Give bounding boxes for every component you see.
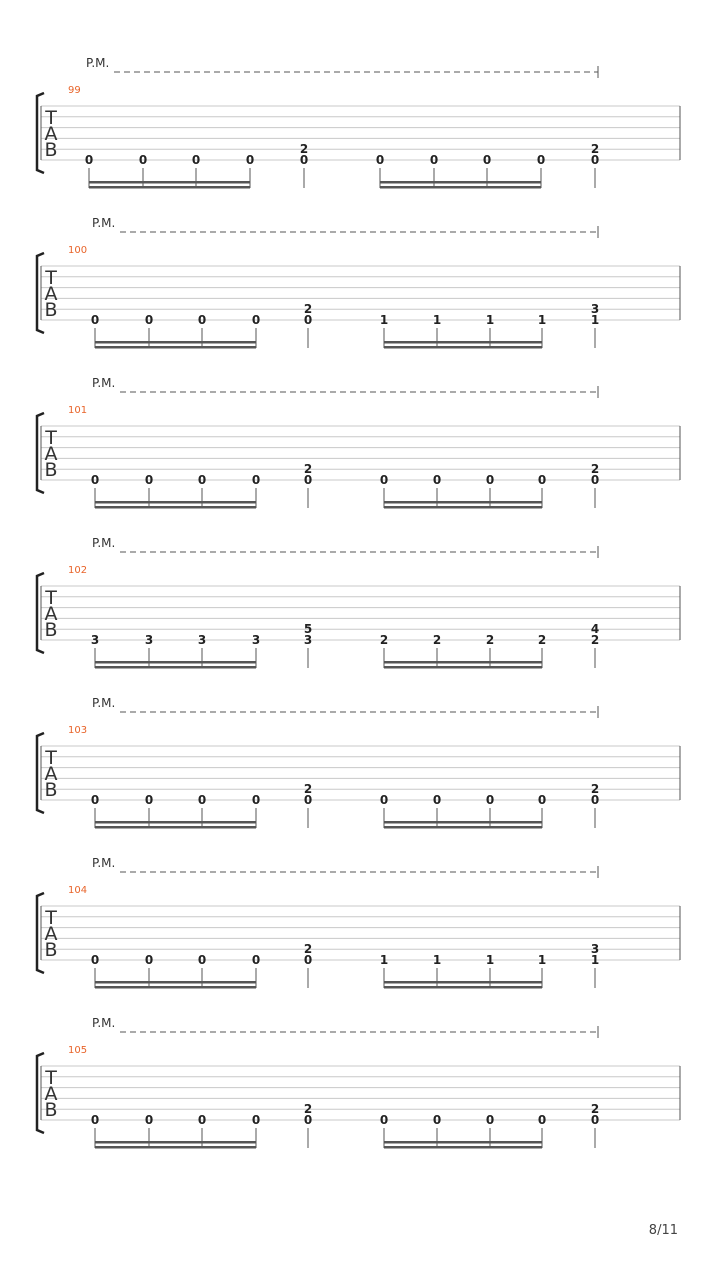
fret-number: 3 [90,633,100,647]
beam [95,506,256,509]
fret-number: 0 [251,1113,261,1127]
measure-number: 103 [68,725,88,736]
tab-clef-letter: A [44,123,58,145]
beam [95,1141,256,1144]
beam [384,506,542,509]
tab-system [37,376,680,509]
tab-clef-letter: B [44,619,58,641]
fret-number: 2 [590,633,600,647]
measure-number: 100 [68,245,88,256]
fret-number: 0 [303,953,313,967]
fret-number: 1 [379,953,389,967]
tab-clef-letter: T [45,427,57,449]
fret-number: 4 [590,622,600,637]
fret-number: 1 [485,953,495,967]
beam [384,1141,542,1144]
fret-number: 0 [303,1113,313,1127]
fret-number: 1 [537,313,547,327]
tab-system [37,56,680,189]
fret-number: 0 [90,953,100,967]
fret-number: 0 [251,473,261,487]
fret-number: 0 [375,153,385,167]
beam [95,501,256,504]
fret-number: 0 [485,473,495,487]
tab-clef-letter: A [44,283,58,305]
fret-number: 0 [432,793,442,807]
tab-clef-letter: A [44,603,58,625]
fret-number: 0 [590,793,600,807]
fret-number: 0 [197,1113,207,1127]
fret-number: 2 [590,462,600,477]
tab-system [37,216,680,349]
tab-clef-letter: T [45,747,57,769]
fret-number: 0 [303,793,313,807]
fret-number: 0 [303,313,313,327]
palm-mute-label: P.M. [92,536,116,550]
fret-number: 1 [590,313,600,327]
tab-clef-letter: B [44,779,58,801]
fret-number: 0 [537,1113,547,1127]
fret-number: 0 [84,153,94,167]
beam [95,346,256,349]
fret-number: 2 [432,633,442,647]
beam [95,826,256,829]
palm-mute-label: P.M. [92,856,116,870]
fret-number: 0 [90,473,100,487]
tab-clef-letter: T [45,587,57,609]
fret-number: 2 [303,1102,313,1117]
fret-number: 0 [138,153,148,167]
fret-number: 0 [90,1113,100,1127]
fret-number: 0 [245,153,255,167]
measure-number: 105 [68,1045,88,1056]
fret-number: 0 [590,473,600,487]
tab-clef-letter: A [44,923,58,945]
fret-number: 5 [303,622,313,637]
fret-number: 0 [485,1113,495,1127]
fret-number: 0 [90,313,100,327]
fret-number: 0 [90,793,100,807]
fret-number: 2 [299,142,309,157]
fret-number: 0 [432,1113,442,1127]
tab-clef-letter: T [45,907,57,929]
palm-mute-label: P.M. [92,1016,116,1030]
beam [95,821,256,824]
fret-number: 3 [197,633,207,647]
fret-number: 1 [432,313,442,327]
tab-clef-letter: T [45,1067,57,1089]
tab-system [37,1016,680,1149]
beam [384,666,542,669]
measure-number: 102 [68,565,88,576]
fret-number: 1 [590,953,600,967]
beam [95,986,256,989]
fret-number: 0 [197,793,207,807]
fret-number: 0 [197,473,207,487]
fret-number: 0 [432,473,442,487]
fret-number: 0 [537,793,547,807]
fret-number: 2 [590,1102,600,1117]
beam [95,661,256,664]
page-number: 8/11 [648,1223,678,1238]
beam [380,186,541,189]
fret-number: 3 [303,633,313,647]
fret-number: 0 [299,153,309,167]
tab-clef-letter: B [44,939,58,961]
beam [380,181,541,184]
tab-clef-letter: B [44,299,58,321]
beam [95,341,256,344]
fret-number: 1 [485,313,495,327]
beam [89,186,250,189]
tab-clef-letter: B [44,1099,58,1121]
palm-mute-label: P.M. [92,376,116,390]
fret-number: 0 [482,153,492,167]
fret-number: 0 [303,473,313,487]
fret-number: 0 [251,313,261,327]
fret-number: 0 [379,473,389,487]
fret-number: 0 [144,793,154,807]
beam [384,981,542,984]
tab-clef-letter: A [44,1083,58,1105]
fret-number: 0 [485,793,495,807]
fret-number: 0 [197,953,207,967]
fret-number: 1 [537,953,547,967]
fret-number: 0 [144,473,154,487]
fret-number: 0 [537,473,547,487]
fret-number: 0 [144,953,154,967]
fret-number: 0 [536,153,546,167]
fret-number: 2 [303,942,313,957]
beam [384,661,542,664]
fret-number: 0 [197,313,207,327]
tab-clef-letter: T [45,107,57,129]
fret-number: 0 [379,793,389,807]
fret-number: 1 [432,953,442,967]
fret-number: 0 [590,153,600,167]
beam [384,346,542,349]
palm-mute-label: P.M. [92,216,116,230]
beam [384,1146,542,1149]
palm-mute-label: P.M. [92,696,116,710]
fret-number: 2 [303,782,313,797]
fret-number: 0 [429,153,439,167]
fret-number: 3 [590,942,600,957]
tab-system [37,536,680,669]
fret-number: 2 [590,782,600,797]
beam [384,341,542,344]
tab-clef-letter: A [44,443,58,465]
fret-number: 0 [379,1113,389,1127]
measure-number: 99 [68,85,81,96]
fret-number: 0 [191,153,201,167]
fret-number: 2 [537,633,547,647]
measure-number: 104 [68,885,88,896]
fret-number: 3 [251,633,261,647]
tab-clef-letter: B [44,139,58,161]
beam [95,1146,256,1149]
measure-number: 101 [68,405,88,416]
tab-clef-letter: B [44,459,58,481]
tab-clef-letter: A [44,763,58,785]
fret-number: 0 [590,1113,600,1127]
tab-clef-letter: T [45,267,57,289]
fret-number: 0 [144,1113,154,1127]
fret-number: 2 [379,633,389,647]
beam [95,666,256,669]
fret-number: 0 [251,793,261,807]
palm-mute-label: P.M. [86,56,110,70]
tab-system [37,696,680,829]
fret-number: 0 [251,953,261,967]
fret-number: 2 [303,302,313,317]
beam [384,501,542,504]
fret-number: 0 [144,313,154,327]
beam [384,986,542,989]
fret-number: 2 [485,633,495,647]
fret-number: 1 [379,313,389,327]
fret-number: 3 [144,633,154,647]
fret-number: 2 [303,462,313,477]
fret-number: 2 [590,142,600,157]
beam [89,181,250,184]
beam [95,981,256,984]
fret-number: 3 [590,302,600,317]
beam [384,826,542,829]
beam [384,821,542,824]
tab-system [37,856,680,989]
